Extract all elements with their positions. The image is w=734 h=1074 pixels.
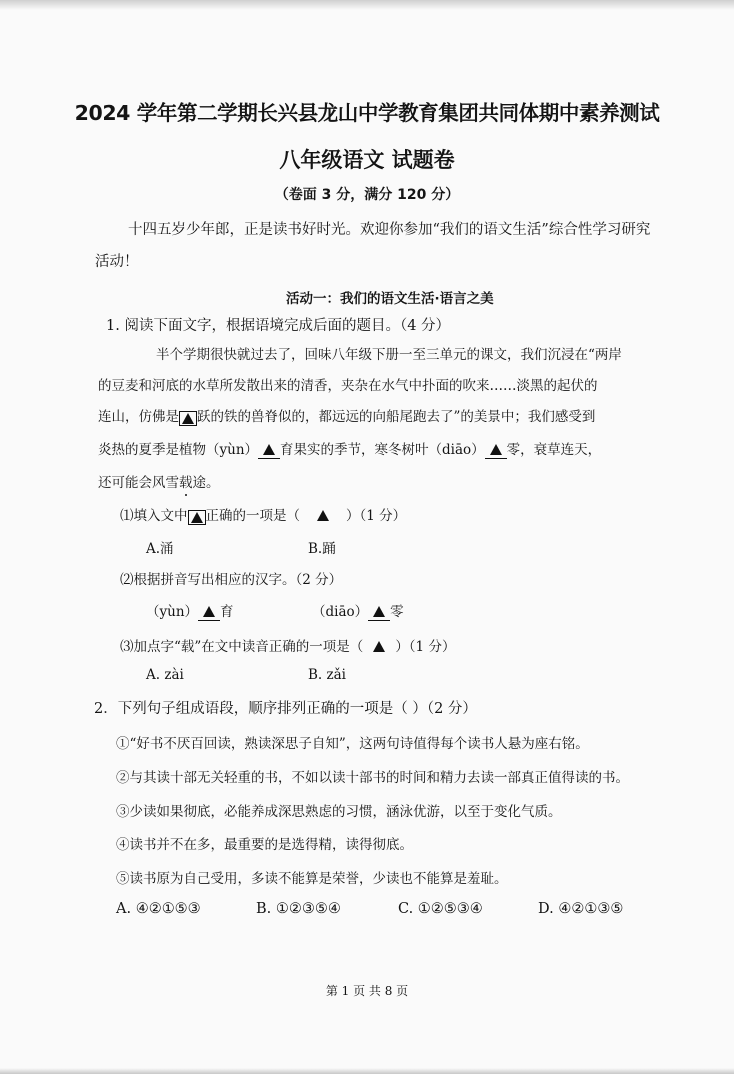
exam-title: 2024 学年第二学期长兴县龙山中学教育集团共同体期中素养测试 <box>74 101 660 125</box>
passage-line-5-end: 途。 <box>192 475 220 491</box>
exam-subtitle: 八年级语文 试题卷 <box>279 148 455 172</box>
triangle-icon <box>317 510 329 521</box>
score-note: （卷面 3 分，满分 120 分） <box>274 187 460 203</box>
triangle-icon <box>263 444 275 455</box>
passage-line-5-start: 还可能会风雪 <box>98 475 179 491</box>
sentence-3: ③少读如果彻底，必能养成深思熟虑的习惯，涵泳优游，以至于变化气质。 <box>116 804 562 820</box>
passage-line-4-part-3: 零，衰草连天， <box>506 442 602 458</box>
scan-edge-top <box>0 0 734 10</box>
intro-line-1: 十四五岁少年郎，正是读书好时光。欢迎你参加“我们的语文生活”综合性学习研究 <box>128 222 651 238</box>
blank-diao <box>485 442 507 459</box>
sentence-5: ⑤读书原为自己受用，多读不能算是荣誉，少读也不能算是羞耻。 <box>116 871 508 887</box>
answer-blank-yun[interactable] <box>198 604 220 621</box>
dotted-char-zai: 载 <box>179 471 193 491</box>
question-2-stem: 2．下列句子组成语段，顺序排列正确的一项是（ ）（2 分） <box>94 701 477 717</box>
page-number: 第 1 页 共 8 页 <box>325 984 409 998</box>
pinyin-yun: （yùn） <box>146 604 199 620</box>
blank-yun <box>258 442 280 459</box>
blank-box-marker <box>188 510 206 525</box>
option-a-zai[interactable]: A. zài <box>146 667 184 683</box>
triangle-icon <box>191 512 203 523</box>
char-yu: 育 <box>220 604 234 620</box>
sub-question-3-text-a: ⑶加点字“载”在文中读音正确的一项是（ <box>120 639 364 655</box>
sub-question-3 <box>120 635 455 655</box>
sub-question-2-diao <box>312 600 404 621</box>
sentence-2: ②与其读十部无关轻重的书，不如以读十部书的时间和精力去读一部真正值得读的书。 <box>116 770 629 786</box>
passage-line-5 <box>98 471 220 491</box>
sentence-1: ①“好书不厌百回读，熟读深思子自知”，这两句诗值得每个读书人悬为座右铭。 <box>116 736 589 752</box>
option-a[interactable]: A. ④②①⑤③ <box>116 901 201 917</box>
sentence-4: ④读书并不在多，最重要的是选得精，读得彻底。 <box>116 837 413 853</box>
triangle-icon <box>182 413 194 424</box>
passage-line-2: 的豆麦和河底的水草所发散出来的清香，夹杂在水气中扑面的吹来……淡黑的起伏的 <box>98 378 598 394</box>
passage-line-3-start: 连山，仿佛是 <box>98 409 179 425</box>
question-1-stem: 1. 阅读下面文字，根据语境完成后面的题目。（4 分） <box>106 318 451 334</box>
passage-line-3 <box>98 405 595 426</box>
answer-slot <box>363 639 395 655</box>
option-c[interactable]: C. ①②⑤③④ <box>398 901 483 917</box>
sub-question-1-text-b: 正确的一项是（ <box>205 508 300 524</box>
triangle-icon <box>490 444 502 455</box>
blank-box-marker <box>179 411 197 426</box>
triangle-icon <box>373 606 385 617</box>
char-ling: 零 <box>390 604 404 620</box>
sub-question-1-text-a: ⑴填入文中 <box>120 508 188 524</box>
sub-question-1-text-c: ）（1 分） <box>346 508 407 524</box>
pinyin-diao: （diāo） <box>312 604 369 620</box>
answer-slot <box>300 508 346 524</box>
option-b[interactable]: B. ①②③⑤④ <box>256 901 341 917</box>
sub-question-1 <box>120 504 406 525</box>
triangle-icon <box>203 606 215 617</box>
intro-line-2: 活动！ <box>95 254 139 270</box>
passage-line-4 <box>98 438 601 459</box>
passage-line-4-part-1: 炎热的夏季是植物（yùn） <box>98 442 259 458</box>
sub-question-2-yun <box>146 600 234 621</box>
sub-question-3-text-b: ）（1 分） <box>395 639 456 655</box>
option-d[interactable]: D. ④②①③⑤ <box>538 901 624 917</box>
option-a-yong[interactable]: A.涌 <box>146 541 174 557</box>
passage-line-1: 半个学期很快就过去了，回味八年级下册一至三单元的课文，我们沉浸在“两岸 <box>156 347 622 363</box>
option-b-yong[interactable]: B.踊 <box>308 541 336 557</box>
passage-line-4-part-2: 育果实的季节，寒冬树叶（diāo） <box>280 442 485 458</box>
passage-line-3-end: 跃的铁的兽脊似的，都远远的向船尾跑去了”的美景中；我们感受到 <box>197 409 596 425</box>
option-b-zai[interactable]: B. zǎi <box>308 667 346 683</box>
activity-1-title: 活动一：我们的语文生活·语言之美 <box>286 291 494 307</box>
scan-edge-bottom <box>0 1068 734 1074</box>
question-2-options <box>116 901 623 917</box>
sub-question-2-stem: ⑵根据拼音写出相应的汉字。（2 分） <box>120 572 343 588</box>
answer-blank-diao[interactable] <box>368 604 390 621</box>
triangle-icon <box>373 641 385 652</box>
